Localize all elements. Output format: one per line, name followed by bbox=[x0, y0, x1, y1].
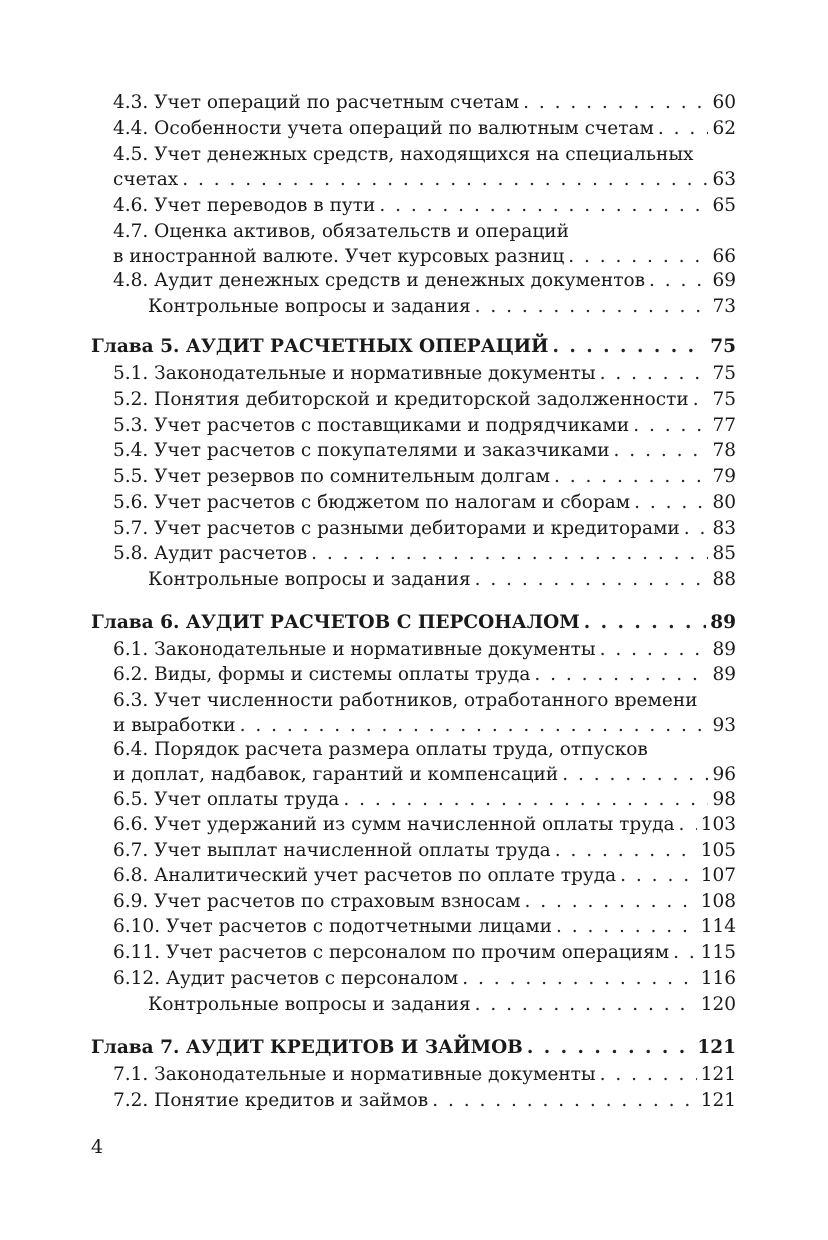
toc-entry-title: Глава 5. АУДИТ РАСЧЕТНЫХ ОПЕРАЦИЙ bbox=[91, 336, 549, 357]
toc-page-number: 115 bbox=[700, 942, 736, 963]
toc-entry-title: 6.8. Аналитический учет расчетов по оплате труда bbox=[113, 865, 617, 886]
dot-leader bbox=[534, 662, 708, 688]
toc-entry bbox=[113, 812, 736, 838]
toc-page-number: 75 bbox=[710, 336, 736, 357]
toc-page-number: 75 bbox=[712, 389, 736, 410]
toc-page-number: 121 bbox=[700, 1064, 736, 1085]
toc-entry-title-line: 4.5. Учет денежных средств, находящихся на специальных bbox=[113, 144, 694, 165]
dot-leader bbox=[475, 992, 697, 1018]
toc-page-number: 107 bbox=[700, 865, 736, 886]
dot-leader bbox=[343, 787, 708, 813]
dot-leader bbox=[475, 567, 709, 593]
dot-leader bbox=[568, 244, 708, 270]
dot-leader bbox=[475, 294, 709, 320]
toc-page-number: 65 bbox=[712, 195, 736, 216]
toc-entry-title: и доплат, надбавок, гарантий и компенсаций bbox=[113, 764, 559, 785]
toc-entry bbox=[113, 838, 736, 864]
toc-entry-title: 6.2. Виды, формы и системы оплаты труда bbox=[113, 664, 531, 685]
toc-entry bbox=[113, 541, 736, 567]
toc-entry bbox=[113, 662, 736, 688]
dot-leader bbox=[182, 167, 708, 193]
dot-leader bbox=[620, 863, 697, 889]
toc-page-number: 89 bbox=[712, 664, 736, 685]
dot-leader bbox=[658, 116, 709, 142]
toc-page-number: 66 bbox=[712, 246, 736, 267]
toc-entry bbox=[113, 516, 736, 542]
toc-entry-title: Глава 7. АУДИТ КРЕДИТОВ И ЗАЙМОВ bbox=[91, 1037, 523, 1058]
dot-leader bbox=[684, 516, 709, 542]
toc-page-number: 75 bbox=[712, 363, 736, 384]
dot-leader bbox=[432, 1088, 696, 1114]
dot-leader bbox=[614, 438, 709, 464]
toc-entry bbox=[113, 268, 736, 294]
toc-entry-title: 5.6. Учет расчетов с бюджетом по налогам и сборам bbox=[113, 492, 631, 513]
toc-page-number: 89 bbox=[710, 612, 736, 633]
toc-entry bbox=[113, 193, 736, 219]
toc-chapter bbox=[91, 610, 736, 636]
toc-entry-title: 7.1. Законодательные и нормативные документы bbox=[113, 1064, 596, 1085]
toc-entry-title: счетах bbox=[113, 169, 179, 190]
toc-entry bbox=[113, 219, 736, 270]
toc-page-number: 98 bbox=[712, 789, 736, 810]
dot-leader bbox=[633, 413, 708, 439]
dot-leader bbox=[679, 812, 697, 838]
dot-leader bbox=[649, 268, 708, 294]
toc-chapter bbox=[91, 334, 736, 360]
dot-leader bbox=[600, 637, 709, 663]
toc-entry bbox=[113, 142, 736, 193]
toc-entry-title: 6.9. Учет расчетов по страховым взносам bbox=[113, 891, 521, 912]
toc-entry-title-line: 6.3. Учет численности работников, отработанного времени bbox=[113, 690, 698, 711]
toc-entry-title: и выработки bbox=[113, 715, 236, 736]
toc-page-number: 78 bbox=[712, 440, 736, 461]
toc-page-number: 96 bbox=[712, 764, 736, 785]
toc-entry bbox=[148, 992, 736, 1018]
toc-entry-title: 5.7. Учет расчетов с разными дебиторами и кредиторами bbox=[113, 518, 680, 539]
toc-entry-title: 6.6. Учет удержаний из сумм начисленной оплаты труда bbox=[113, 814, 675, 835]
toc-entry-title: Контрольные вопросы и задания bbox=[148, 296, 471, 317]
toc-entry-title: 6.1. Законодательные и нормативные документы bbox=[113, 639, 596, 660]
dot-leader bbox=[673, 940, 697, 966]
toc-entry-title: 5.1. Законодательные и нормативные документы bbox=[113, 363, 596, 384]
toc-page-number: 60 bbox=[712, 92, 736, 113]
toc-page-number: 105 bbox=[700, 840, 736, 861]
toc-page-number: 93 bbox=[712, 715, 736, 736]
dot-leader bbox=[379, 193, 708, 219]
toc-entry-title: 5.8. Аудит расчетов bbox=[113, 543, 308, 564]
toc-entry bbox=[113, 387, 736, 413]
toc-entry-title: 4.4. Особенности учета операций по валютным счетам bbox=[113, 118, 654, 139]
toc-page-number: 79 bbox=[712, 466, 736, 487]
toc-entry bbox=[113, 889, 736, 915]
toc-entry bbox=[113, 688, 736, 739]
toc-entry-title: 5.2. Понятия дебиторской и кредиторской задолженности bbox=[113, 389, 689, 410]
toc-entry bbox=[113, 116, 736, 142]
toc-entry-title: 5.4. Учет расчетов с покупателями и заказчиками bbox=[113, 440, 610, 461]
toc-entry bbox=[113, 914, 736, 940]
dot-leader bbox=[524, 889, 696, 915]
toc-page-number: 121 bbox=[700, 1090, 736, 1111]
toc-page-number: 63 bbox=[712, 169, 736, 190]
toc-entry bbox=[113, 1088, 736, 1114]
dot-leader bbox=[634, 490, 708, 516]
toc-entry-title: в иностранной валюте. Учет курсовых разниц bbox=[113, 246, 565, 267]
page-number: 4 bbox=[91, 1136, 104, 1158]
dot-leader bbox=[584, 610, 707, 636]
toc-page-number: 103 bbox=[700, 814, 736, 835]
toc-page-number: 73 bbox=[712, 296, 736, 317]
toc-page-number: 62 bbox=[712, 118, 736, 139]
dot-leader bbox=[600, 361, 709, 387]
toc-entry bbox=[113, 90, 736, 116]
dot-leader bbox=[311, 541, 708, 567]
toc-entry bbox=[113, 966, 736, 992]
toc-page-number: 120 bbox=[700, 994, 736, 1015]
dot-leader bbox=[240, 713, 709, 739]
dot-leader bbox=[527, 1035, 694, 1061]
toc-entry-title: Глава 6. АУДИТ РАСЧЕТОВ С ПЕРСОНАЛОМ bbox=[91, 612, 580, 633]
dot-leader bbox=[693, 387, 709, 413]
toc-entry-title: 4.6. Учет переводов в пути bbox=[113, 195, 376, 216]
toc-entry-title: 5.3. Учет расчетов с поставщиками и подрядчиками bbox=[113, 415, 630, 436]
toc-page-number: 89 bbox=[712, 639, 736, 660]
toc-chapter bbox=[91, 1035, 736, 1061]
toc-entry bbox=[113, 464, 736, 490]
toc-entry-title: 4.8. Аудит денежных средств и денежных документов bbox=[113, 270, 646, 291]
toc-page-number: 83 bbox=[712, 518, 736, 539]
toc-entry-title: 6.11. Учет расчетов с персоналом по прочим операциям bbox=[113, 942, 670, 963]
toc-entry-title: 7.2. Понятие кредитов и займов bbox=[113, 1090, 429, 1111]
dot-leader bbox=[553, 334, 707, 360]
toc-page-number: 116 bbox=[700, 968, 736, 989]
toc-entry-title: 6.10. Учет расчетов с подотчетными лицами bbox=[113, 916, 552, 937]
toc-page-number: 88 bbox=[712, 569, 736, 590]
toc-entry bbox=[113, 490, 736, 516]
toc-page-number: 85 bbox=[712, 543, 736, 564]
dot-leader bbox=[462, 966, 696, 992]
toc-entry bbox=[113, 863, 736, 889]
toc-entry bbox=[113, 787, 736, 813]
toc-entry-title: Контрольные вопросы и задания bbox=[148, 569, 471, 590]
dot-leader bbox=[554, 464, 708, 490]
toc-page-number: 108 bbox=[700, 891, 736, 912]
toc-entry-title: 6.7. Учет выплат начисленной оплаты труда bbox=[113, 840, 551, 861]
toc-entry-title: 6.12. Аудит расчетов с персоналом bbox=[113, 968, 459, 989]
toc-entry bbox=[113, 413, 736, 439]
dot-leader bbox=[555, 838, 697, 864]
toc-entry bbox=[113, 361, 736, 387]
dot-leader bbox=[523, 90, 708, 116]
toc-page-number: 114 bbox=[700, 916, 736, 937]
toc-page-number: 77 bbox=[712, 415, 736, 436]
dot-leader bbox=[562, 762, 708, 788]
toc-entry-title: 4.3. Учет операций по расчетным счетам bbox=[113, 92, 520, 113]
toc-page-number: 69 bbox=[712, 270, 736, 291]
toc-entry bbox=[113, 637, 736, 663]
toc-entry-title: 6.5. Учет оплаты труда bbox=[113, 789, 340, 810]
toc-entry bbox=[148, 294, 736, 320]
toc-entry bbox=[148, 567, 736, 593]
toc-entry-title-line: 4.7. Оценка активов, обязательств и операций bbox=[113, 221, 569, 242]
toc-entry bbox=[113, 1062, 736, 1088]
toc-entry-title: Контрольные вопросы и задания bbox=[148, 994, 471, 1015]
toc-entry bbox=[113, 737, 736, 788]
toc-page-number: 80 bbox=[712, 492, 736, 513]
toc-entry-title-line: 6.4. Порядок расчета размера оплаты труда, отпусков bbox=[113, 739, 648, 760]
dot-leader bbox=[556, 914, 697, 940]
toc-entry bbox=[113, 940, 736, 966]
dot-leader bbox=[600, 1062, 697, 1088]
toc-page-number: 121 bbox=[697, 1037, 736, 1058]
toc-entry-title: 5.5. Учет резервов по сомнительным долгам bbox=[113, 466, 550, 487]
toc-entry bbox=[113, 438, 736, 464]
